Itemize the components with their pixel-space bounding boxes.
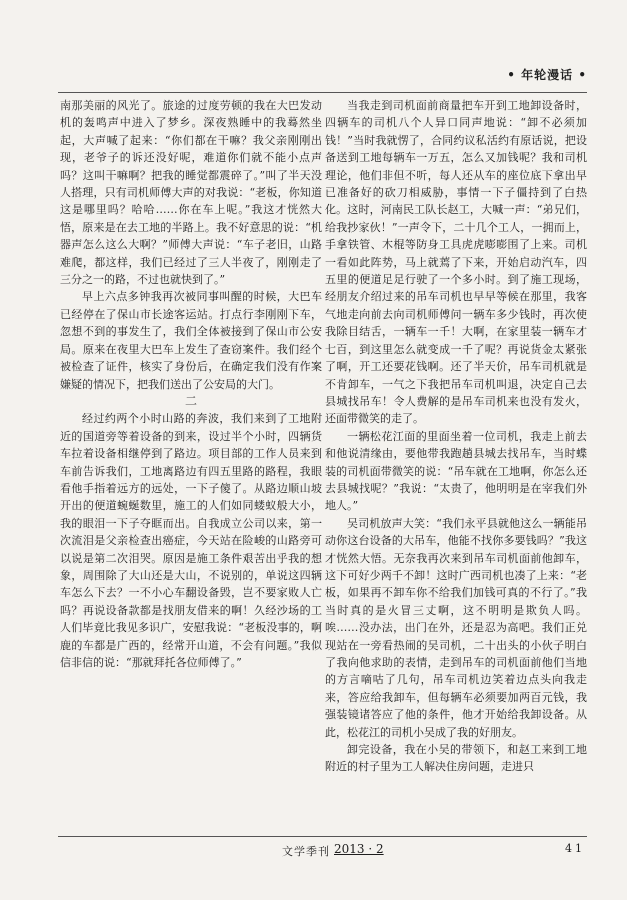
paragraph: 一辆松花江面的里面坐着一位司机，我走上前去和他说清缘由，要他带我跑趟县城去找吊车，当时蝶装的司机面带微笑的说：“吊车就在工地啊，你怎么还去县城找呢？”我说：“太贵了，他明明是在宰我们外地人。” [325,429,587,513]
paragraph: 当我走到司机面前商量把车开到工地卸设备时，四辆车的司机八个人异口同声地说：“卸不必须加钱！”当时我就愣了，合同约议私活约有原话说，把设备送到工地每辆车一万五，怎么又加钱呢？我和司机理论，他们非但不听，每人还从车的座位底下拿出早已准备好的砍刀相威胁，事情一下子僵持到了白热化。这时，河南民工队长赵工，大喊一声：“弟兄们，给我抄家伙！”一声令下，二十几个工人，一拥而上，手拿铁管、木棍等防身工具虎虎嘭嘭围了上来。司机一看如此阵势，马上就蔫了下来，开始启动汽车，四五里的便道足足行驶了一个多小时。到了施工现场，经朋友介绍过来的吊车司机也早早等候在那里，我客气地走向前去向司机师傅问一辆车多少钱时，再次使我除目结舌，一辆车一千！大啊，在家里装一辆车才七百，到这里怎么就变成一千了呢？再说货金太紧张了啊，开工还要花钱啊。还了半天价，吊车司机就是不肯卸车，一气之下我把吊车司机叫退，决定自己去县城找吊车！令人费解的是吊车司机来也没有发火，还面带微笑的走了。 [325,99,587,426]
paragraph: 南那美丽的风光了。旅途的过度劳顿的我在大巴发动机的轰鸣声中进入了梦乡。深夜熟睡中的我蓦然坐起，大声喊了起来：“你们都在干嘛？我父亲刚刚出现，老爷子的诉还没好呢，难道你们就不能小点声吗？这叫干嘛啊？把我的睡觉都震碎了。”叫了半天没人搭理，只有司机师傅大声的对我说：“老板，你知道这是哪里吗？哈哈……你在车上呢。”我这才恍然大悟，原来是在去工地的半路上。我不好意思的说：“机器声怎么这么大啊？”师傅大声说：“车子老旧，山路难爬，都这样，我们已经过了三人半夜了，刚刚走了三分之一的路，不过也就快到了。” [60,99,322,287]
section-label: • 年轮漫话 • [507,68,587,82]
paragraph: 卸完设备，我在小吴的带领下，和赵工来到工地附近的村子里为工人解决住房问题，走进只 [325,743,587,774]
page-number: 41 [565,842,585,855]
issue-number: 2013 · 2 [334,842,384,856]
paragraph: 吴司机放声大笑：“我们永平县就他这么一辆能吊动你这台设备的大吊车，他能不找你多要钱吗？”我这才恍然大悟。无奈我再次来到吊车司机面前他卸车，这下可好少两千不卸！这时广西司机也凑了上来：“老板，如果再不卸车你不给我们加钱可真的不行了。”我当时真的是火冒三丈啊，这不明明是欺负人吗。唉……没办法，出门在外，还是忍为高吧。我们正兑现站在一旁看热闹的吴司机，二十出头的小伙子明白了我向他求助的表情，走到吊车的司机面前他们当地的方言嘀咕了几句，吊车司机边笑着边点头向我走来，答应给我卸车，但每辆车必须要加两百元钱，我强装镜诸答应了他的条件，他才开始给我卸设备。从此，松花江的司机小吴成了我的好朋友。 [325,516,587,739]
paragraph: 经过约两个小时山路的奔波，我们来到了工地附近的国道旁等着设备的到来，设过半个小时，四辆货车拉着设备相继停到了路边。项目部的工作人员来到车前告诉我们，工地离路边有四五里路的路程，我眼看他手指着远方的远处，一下子傻了。从路边顺山坡开出的便道蜿蜒数里，施工的人们如同蝼蚁般大小，我的眼泪一下子夺眶而出。自我成立公司以来，第一次流泪是父亲检查出癌症，今天站在险峻的山路旁可以说是第二次泪哭。原因是施工条件艰苦出乎我的想象，周围除了大山还是大山，不说别的，单说这四辆车怎么下去？一不小心车翻设备毁，岂不要家败人亡吗？再说设备款都是找朋友借来的啊！久经沙场的工人们毕竟比我见多识广，安慰我说：“老板没事的，啊鹿的车都是广西的，经常开山道，不会有问题。”我似信非信的说：“那就拜托各位师傅了。” [60,412,322,669]
left-column [60,97,322,835]
right-column [325,97,587,835]
header-rule [58,92,587,93]
paragraph: 早上六点多钟我再次被同事叫醒的时候，大巴车已经停在了保山市长途客运站。打点行李刚刚下车，忽想不到的事发生了，我们全体被接到了保山市公安局。原来在夜里大巴车上发生了查窃案件。我们经个被检查了证件，核实了身份后，在确定我们没有作案嫌疑的情况下，把我们送出了公安局的大门。 [60,290,322,391]
magazine-name: 文学季刊 [282,845,330,858]
footer-rule [58,836,587,837]
section-marker: 二 [184,393,197,408]
